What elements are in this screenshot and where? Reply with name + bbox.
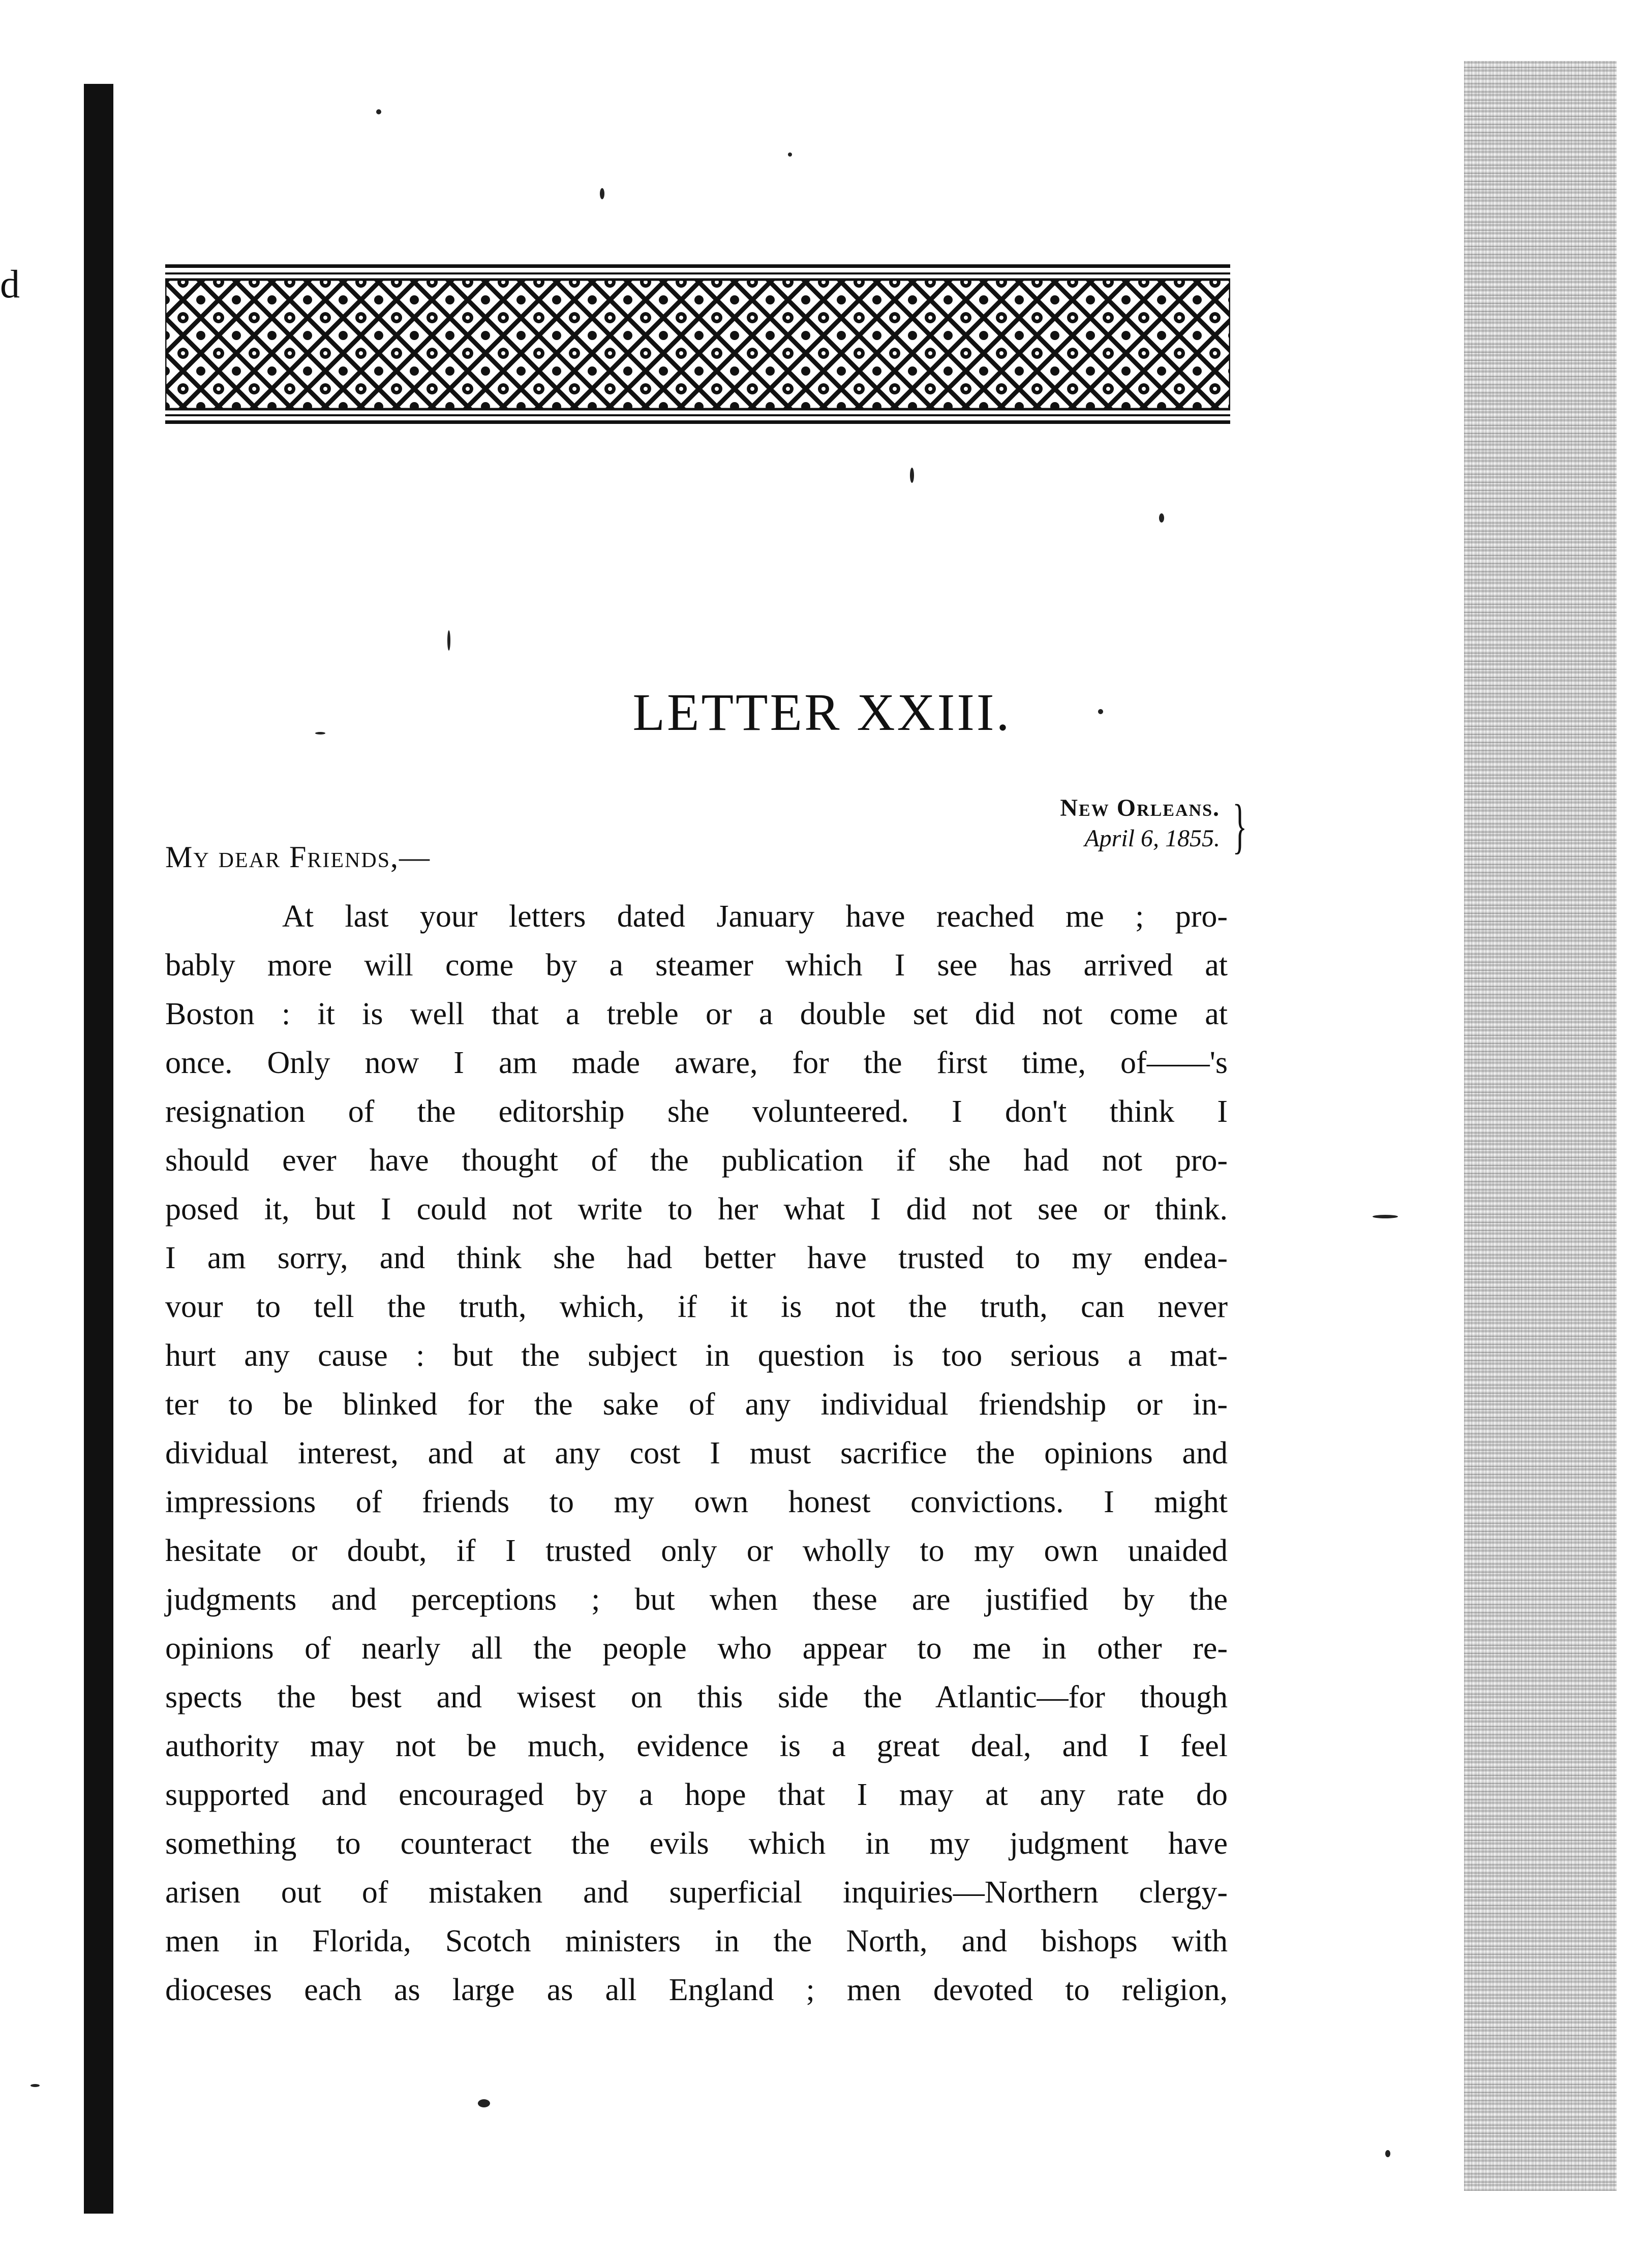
scan-noise-strip [1464, 61, 1617, 2191]
scan-speck [447, 630, 450, 651]
scan-speck [910, 468, 914, 483]
body-line: bably more will come by a steamer which I see has arrived at [165, 948, 1228, 983]
body-line: should ever have thought of the publication if she had not pro- [165, 1143, 1228, 1178]
dateline-place: New Orleans. [1060, 794, 1220, 821]
dateline-brace: } [1232, 792, 1247, 860]
body-line: ter to be blinked for the sake of any individual friendship or in- [165, 1387, 1228, 1422]
body-line: arisen out of mistaken and superficial inquiries—Northern clergy- [165, 1875, 1228, 1910]
scan-speck [478, 2099, 490, 2107]
body-line: men in Florida, Scotch ministers in the North, and bishops with [165, 1924, 1228, 1958]
scan-speck [1098, 709, 1103, 714]
body-line: supported and encouraged by a hope that I may at any rate do [165, 1777, 1228, 1812]
body-line: impressions of friends to my own honest convictions. I might [165, 1485, 1228, 1519]
scan-speck [1385, 2150, 1390, 2157]
scan-speck [315, 732, 325, 734]
dateline-date: April 6, 1855. [1084, 825, 1220, 852]
body-line: I am sorry, and think she had better have trusted to my endea- [165, 1241, 1228, 1275]
dateline [915, 793, 1220, 854]
body-line: hurt any cause : but the subject in question is too serious a mat- [165, 1338, 1228, 1373]
body-line: Boston : it is well that a treble or a double set did not come at [165, 997, 1228, 1031]
body-line: hesitate or doubt, if I trusted only or wholly to my own unaided [165, 1534, 1228, 1568]
binding-shadow-bar [84, 84, 113, 2214]
scan-speck [1373, 1215, 1398, 1218]
body-line: vour to tell the truth, which, if it is not the truth, can never [165, 1290, 1228, 1324]
scan-speck [376, 109, 381, 114]
body-line: dividual interest, and at any cost I must sacrifice the opinions and [165, 1436, 1228, 1470]
scan-speck [1159, 513, 1164, 523]
body-line: authority may not be much, evidence is a great deal, and I feel [165, 1729, 1228, 1763]
body-line: resignation of the editorship she volunteered. I don't think I [165, 1094, 1228, 1129]
body-line: judgments and perceptions ; but when these are justified by the [165, 1582, 1228, 1617]
body-line: At last your letters dated January have reached me ; pro- [282, 899, 1228, 934]
scan-speck [31, 2084, 40, 2087]
body-line: spects the best and wisest on this side the Atlantic—for though [165, 1680, 1228, 1714]
body-line: something to counteract the evils which in my judgment have [165, 1826, 1228, 1861]
margin-fragment-text: d [0, 262, 20, 306]
ornamental-header-band [165, 264, 1230, 424]
body-line: dioceses each as large as all England ; men devoted to religion, [165, 1973, 1228, 2007]
body-line: opinions of nearly all the people who appear to me in other re- [165, 1631, 1228, 1666]
scan-speck [788, 152, 792, 157]
body-line: once. Only now I am made aware, for the first time, of——'s [165, 1046, 1228, 1080]
letter-body [165, 892, 1228, 2014]
letter-title: LETTER XXIII. [632, 683, 1012, 742]
body-line: posed it, but I could not write to her what I did not see or think. [165, 1192, 1228, 1227]
ornament-pattern [165, 264, 1230, 424]
scan-speck [600, 188, 604, 199]
salutation: My dear Friends,— [165, 840, 431, 874]
